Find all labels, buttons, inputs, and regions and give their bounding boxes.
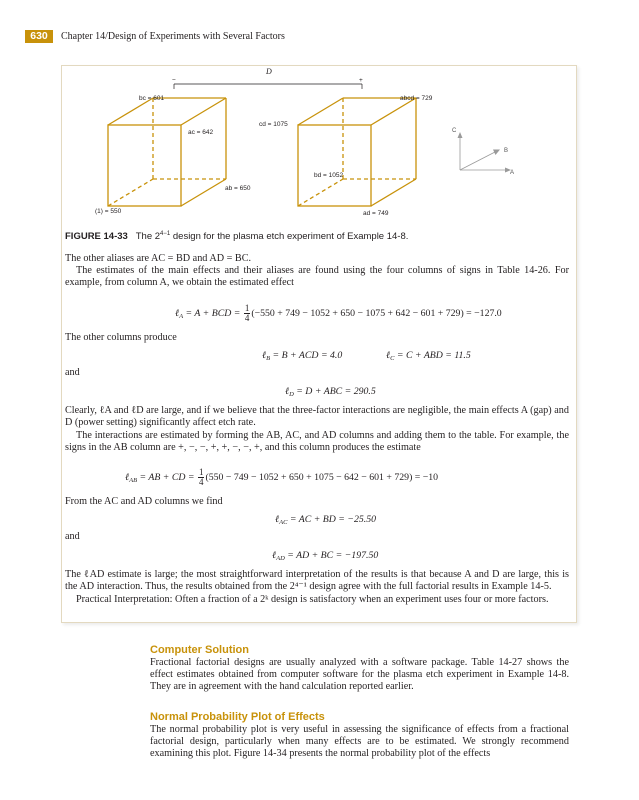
- from-ac-ad-text: From the AC and AD columns we find: [65, 496, 223, 507]
- label-one: (1) = 550: [95, 208, 122, 215]
- computer-solution-text: Fractional factorial designs are usually analyzed with a software package. Table 14-27 shows the effect estimates obtained from computer software for the plasma etch experiment in Example 14-8. They are in agreement with the hand calculation reported earlier.: [150, 657, 569, 692]
- eq-a-frac-den: 4: [244, 313, 250, 323]
- eq-c-rhs: = C + ABD = 11.5: [394, 350, 471, 361]
- running-head: Chapter 14/Design of Experiments with Several Factors: [61, 31, 285, 42]
- eq-ab-frac-den: 4: [198, 477, 204, 487]
- page-number: 630: [25, 30, 53, 43]
- normal-plot-heading: Normal Probability Plot of Effects: [150, 711, 325, 723]
- equation-lb: [262, 350, 342, 362]
- eq-a-frac-num: 1: [244, 303, 250, 313]
- label-abcd: abcd = 729: [400, 95, 433, 102]
- caption-number: FIGURE 14-33: [65, 231, 128, 242]
- axis-b-label: B: [504, 148, 509, 154]
- d-axis-label: D: [266, 67, 272, 76]
- aliases-line: The other aliases are AC = BD and AD = BC.: [65, 253, 252, 264]
- eq-d-ell: ℓ: [285, 386, 290, 397]
- computer-solution-heading: Computer Solution: [150, 644, 249, 656]
- equation-lac: [275, 514, 376, 526]
- eq-ab-ell: ℓ: [125, 471, 130, 483]
- equation-la: [175, 304, 502, 323]
- eq-a-rhs: (−550 + 749 − 1052 + 650 − 1075 + 642 − 601 + 729) = −127.0: [251, 307, 502, 319]
- equation-ld: [285, 386, 376, 398]
- eq-a-sub: A: [179, 312, 184, 320]
- eq-ac-sub: AC: [279, 519, 288, 526]
- figure-caption: [65, 231, 408, 242]
- eq-a-ell: ℓ: [175, 307, 180, 319]
- eq-a-fraction: [244, 304, 251, 323]
- eq-ad-rhs: = AD + BC = −197.50: [284, 550, 379, 561]
- practical-interpretation: Practical Interpretation: Often a fraction of a 2ᵏ design is satisfactory when an experiment uses four or more factors.: [76, 594, 549, 605]
- axis-a-label: A: [510, 170, 515, 176]
- eq-a-mid: = A + BCD =: [183, 307, 243, 319]
- equation-lad: [272, 550, 378, 562]
- eq-ab-mid: = AB + CD =: [137, 471, 197, 483]
- caption-text-post: design for the plasma etch experiment of Example 14-8.: [170, 231, 409, 242]
- label-cd: cd = 1075: [259, 121, 288, 128]
- other-columns-text: The other columns produce: [65, 332, 177, 343]
- eq-d-sub: D: [289, 391, 294, 398]
- interactions-paragraph: The interactions are estimated by forming the AB, AC, and AD columns and adding them to the table. For example, the signs in the AB column are +, −, −, +, +, −, −, +, and this column produces the estimate: [65, 430, 569, 453]
- eq-ac-ell: ℓ: [275, 514, 280, 525]
- lad-paragraph: The ℓAD estimate is large; the most straightforward interpretation of the results is that because A and D are large, this is the AD interaction. Thus, the results obtained from the 2⁴⁻¹ design agree with the full factorial results in Example 14-5.: [65, 569, 569, 592]
- label-ad: ad = 749: [363, 210, 389, 217]
- eq-ad-ell: ℓ: [272, 550, 277, 561]
- eq-ac-rhs: = AC + BD = −25.50: [287, 514, 376, 525]
- estimates-paragraph: The estimates of the main effects and their aliases are found using the four columns of signs in Table 14-26. For example, from column A, we obtain the estimated effect: [65, 265, 569, 288]
- minus-label: −: [172, 77, 176, 84]
- axis-c-label: C: [452, 128, 457, 134]
- right-cube: [298, 98, 416, 206]
- axes-indicator: [458, 132, 512, 173]
- eq-ab-rhs: (550 − 749 − 1052 + 650 + 1075 − 642 − 601 + 729) = −10: [205, 471, 439, 483]
- caption-text-pre: The 2: [135, 231, 161, 242]
- eq-ad-sub: AD: [276, 555, 285, 562]
- eq-ab-sub: AB: [129, 476, 138, 484]
- eq-ab-fraction: [198, 468, 205, 487]
- and-text-1: and: [65, 367, 80, 378]
- caption-sup: 4−1: [160, 231, 171, 237]
- clearly-paragraph: Clearly, ℓA and ℓD are large, and if we believe that the three-factor interactions are negligible, the main effects A (gap) and D (power setting) significantly affect etch rate.: [65, 405, 569, 428]
- eq-ab-frac-num: 1: [198, 467, 204, 477]
- normal-plot-text: The normal probability plot is very useful in assessing the significance of effects from a fractional factorial design, particularly when many effects are to be estimated. We strongly recommend examining this plot. Figure 14-34 presents the normal probability plot of the effects: [150, 724, 569, 759]
- eq-b-sub: B: [266, 355, 271, 362]
- figure-14-33-cubes: [90, 66, 550, 226]
- equation-lc: [386, 350, 471, 362]
- label-ac: ac = 642: [188, 129, 214, 136]
- label-ab: ab = 650: [225, 185, 251, 192]
- and-text-2: and: [65, 531, 80, 542]
- eq-d-rhs: = D + ABC = 290.5: [293, 386, 376, 397]
- left-cube: [108, 98, 226, 206]
- label-bd: bd = 1052: [314, 172, 344, 179]
- label-bc: bc = 601: [139, 95, 165, 102]
- eq-b-ell: ℓ: [262, 350, 267, 361]
- equation-lab: [125, 468, 438, 487]
- plus-label: +: [359, 77, 363, 84]
- eq-c-ell: ℓ: [386, 350, 391, 361]
- eq-c-sub: C: [390, 355, 395, 362]
- eq-b-rhs: = B + ACD = 4.0: [270, 350, 343, 361]
